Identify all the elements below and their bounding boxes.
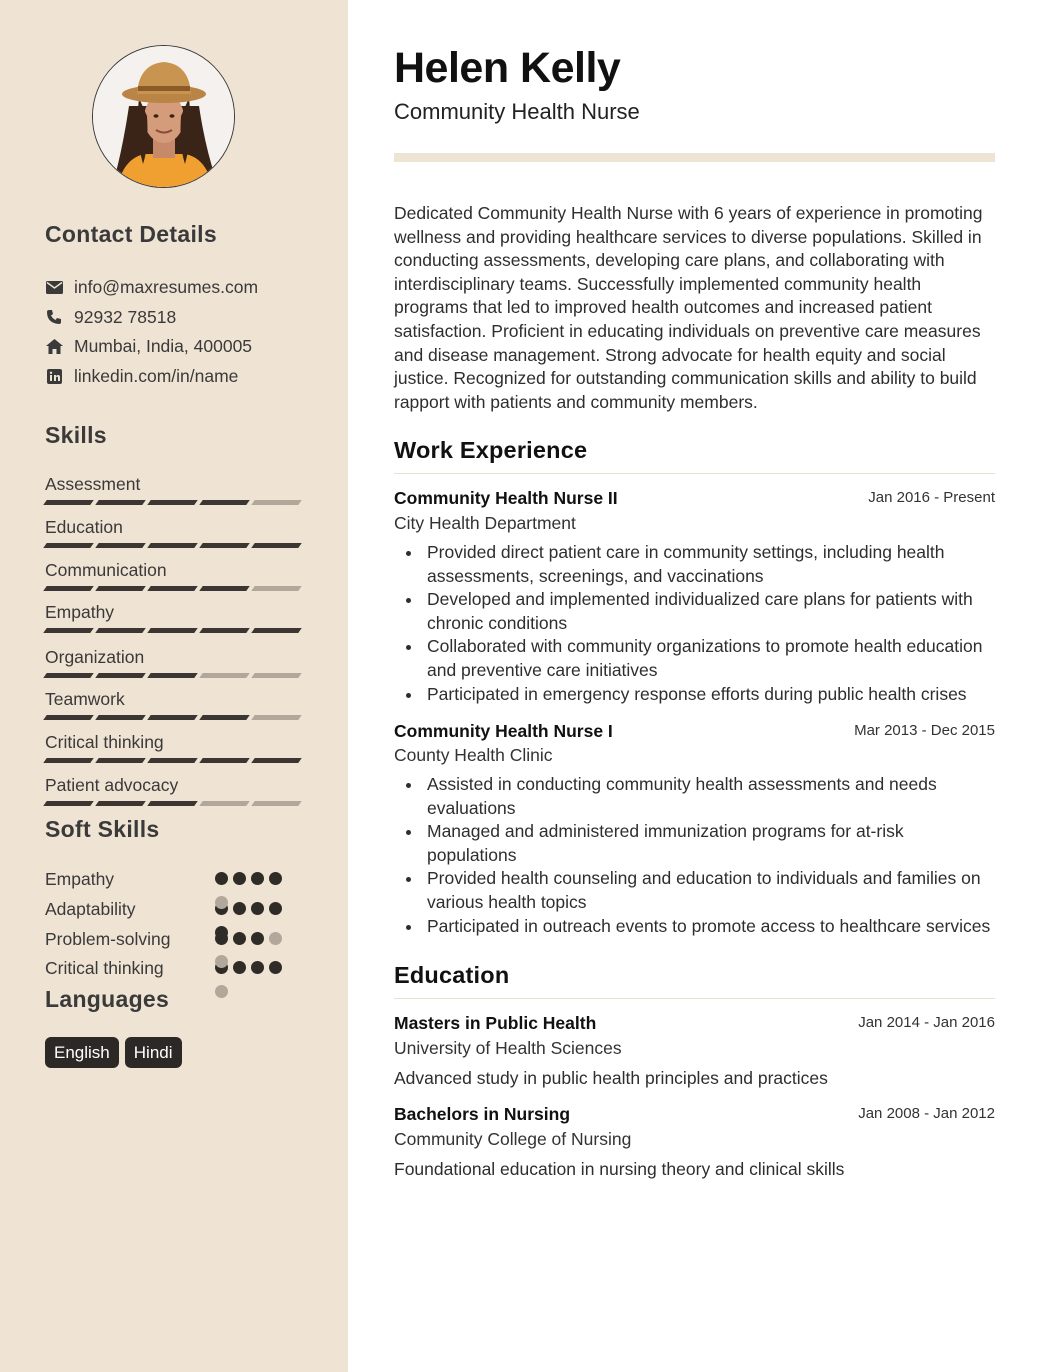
skill-level-segment <box>95 758 146 763</box>
skill-label: Patient advocacy <box>45 775 179 795</box>
skill-level-segment <box>95 628 146 633</box>
skill-level-segment <box>251 543 302 548</box>
list-item: Assisted in conducting community health assessments and needs evaluations <box>394 773 995 820</box>
skill-level-segment <box>95 543 146 548</box>
language-badge: Hindi <box>125 1037 182 1068</box>
skill-level-segment <box>251 758 302 763</box>
rating-dot <box>215 896 228 909</box>
contact-email[interactable] <box>45 276 258 298</box>
contact-heading: Contact Details <box>45 221 217 247</box>
skill-level-segment <box>199 586 250 591</box>
skill-level-segment <box>199 758 250 763</box>
job-entry-header <box>394 721 995 743</box>
skill-level-segment <box>147 715 198 720</box>
skill-level-segment <box>251 628 302 633</box>
rating-dot <box>233 961 246 974</box>
skill-level-segment <box>43 758 94 763</box>
skill-level-segment <box>147 758 198 763</box>
job-bullets <box>394 541 995 706</box>
skill-level-segment <box>251 586 302 591</box>
avatar <box>92 45 235 188</box>
rating-dot <box>215 985 228 998</box>
skill-level-segment <box>251 673 302 678</box>
skill-label: Communication <box>45 560 167 580</box>
soft-skill-item <box>45 957 303 979</box>
education-entry-header <box>394 1013 995 1035</box>
skill-level-segment <box>199 673 250 678</box>
rating-dot <box>251 872 264 885</box>
skill-item <box>45 559 303 591</box>
soft-skill-item <box>45 898 303 920</box>
rating-dot <box>233 902 246 915</box>
phone-icon <box>45 308 63 326</box>
skill-level-segment <box>43 628 94 633</box>
skill-label: Critical thinking <box>45 732 164 752</box>
skill-item <box>45 473 303 505</box>
skill-label: Education <box>45 517 123 537</box>
header-divider <box>394 153 995 162</box>
skill-level-bar <box>45 673 303 678</box>
skill-level-bar <box>45 715 303 720</box>
candidate-title: Community Health Nurse <box>394 99 640 124</box>
job-org: County Health Clinic <box>394 745 553 765</box>
skill-level-segment <box>199 801 250 806</box>
contact-address <box>45 335 252 357</box>
education-dates: Jan 2008 - Jan 2012 <box>858 1105 995 1122</box>
home-icon <box>45 337 63 355</box>
skill-level-bar <box>45 500 303 505</box>
skill-level-segment <box>43 500 94 505</box>
envelope-icon <box>45 278 63 296</box>
skill-level-segment <box>43 715 94 720</box>
portrait-image <box>93 46 235 188</box>
skill-level-segment <box>147 586 198 591</box>
skill-level-segment <box>95 586 146 591</box>
skill-item <box>45 516 303 548</box>
skill-level-segment <box>147 500 198 505</box>
contact-phone-text: 92932 78518 <box>74 306 177 327</box>
skill-level-segment <box>147 673 198 678</box>
soft-skills-heading: Soft Skills <box>45 816 160 842</box>
job-dates: Mar 2013 - Dec 2015 <box>854 722 995 739</box>
skill-item <box>45 688 303 720</box>
work-heading-rule <box>394 473 995 474</box>
soft-skill-item <box>45 868 303 890</box>
main-content <box>348 0 1040 1372</box>
soft-skill-label: Adaptability <box>45 899 136 919</box>
skill-level-segment <box>147 628 198 633</box>
skill-level-segment <box>147 801 198 806</box>
soft-skill-label: Problem-solving <box>45 929 171 949</box>
skill-label: Teamwork <box>45 689 125 709</box>
skill-level-segment <box>251 801 302 806</box>
job-role: Community Health Nurse II <box>394 488 618 508</box>
contact-linkedin-text: linkedin.com/in/name <box>74 365 239 386</box>
linkedin-icon <box>45 367 63 385</box>
skill-level-segment <box>199 500 250 505</box>
skills-heading: Skills <box>45 422 107 448</box>
contact-address-text: Mumbai, India, 400005 <box>74 335 253 356</box>
skill-item <box>45 601 303 633</box>
skill-level-bar <box>45 628 303 633</box>
rating-dot <box>215 955 228 968</box>
rating-dot <box>269 961 282 974</box>
education-desc: Foundational education in nursing theory and clinical skills <box>394 1159 845 1179</box>
skill-label: Empathy <box>45 602 115 622</box>
skill-level-segment <box>95 715 146 720</box>
summary-text: Dedicated Community Health Nurse with 6 years of experience in promoting wellness and providing healthcare services to diverse populations. Skilled in conducting assessments, developing care plans, and collaborating with interdisciplinary teams. Successfully implemented community health programs that led to improved health outcomes and increased patient satisfaction. Proficient in educating individuals on preventive care measures and disease management. Strong advocate for health equity and social justice. Recognized for outstanding communication skills and ability to build rapport with patients and community members. <box>394 203 983 412</box>
education-school: University of Health Sciences <box>394 1038 622 1058</box>
rating-dot <box>269 872 282 885</box>
education-heading: Education <box>394 962 510 988</box>
skill-level-bar <box>45 586 303 591</box>
skill-label: Organization <box>45 647 145 667</box>
list-item: Developed and implemented individualized care plans for patients with chronic conditions <box>394 588 995 635</box>
skill-level-segment <box>95 673 146 678</box>
skill-label: Assessment <box>45 474 141 494</box>
education-entry-header <box>394 1104 995 1126</box>
rating-dot <box>251 902 264 915</box>
contact-linkedin[interactable] <box>45 365 238 387</box>
rating-dot <box>251 932 264 945</box>
education-desc: Advanced study in public health principles and practices <box>394 1068 828 1088</box>
rating-dot <box>233 932 246 945</box>
job-entry-header <box>394 488 995 510</box>
skill-level-segment <box>43 801 94 806</box>
rating-dot <box>269 902 282 915</box>
skill-level-segment <box>199 628 250 633</box>
skill-level-segment <box>43 586 94 591</box>
rating-dot <box>269 932 282 945</box>
education-heading-rule <box>394 998 995 999</box>
skill-level-segment <box>147 543 198 548</box>
job-role: Community Health Nurse I <box>394 721 613 741</box>
language-badge: English <box>45 1037 119 1068</box>
work-heading: Work Experience <box>394 437 588 463</box>
skill-level-segment <box>95 801 146 806</box>
list-item: Provided health counseling and education to individuals and families on various health topics <box>394 867 995 914</box>
education-dates: Jan 2014 - Jan 2016 <box>858 1014 995 1031</box>
contact-phone[interactable] <box>45 306 176 328</box>
skill-level-segment <box>95 500 146 505</box>
skill-level-segment <box>251 715 302 720</box>
sidebar <box>0 0 348 1372</box>
list-item: Participated in outreach events to promote access to healthcare services <box>394 915 995 939</box>
skill-level-segment <box>251 500 302 505</box>
soft-skill-rating <box>215 872 282 885</box>
rating-dot <box>233 872 246 885</box>
education-degree: Masters in Public Health <box>394 1013 597 1033</box>
languages-heading: Languages <box>45 986 170 1012</box>
soft-skill-label: Empathy <box>45 869 115 889</box>
job-dates: Jan 2016 - Present <box>868 489 995 506</box>
skill-level-segment <box>43 543 94 548</box>
contact-email-text: info@maxresumes.com <box>74 276 259 297</box>
skill-level-segment <box>199 715 250 720</box>
job-org: City Health Department <box>394 513 576 533</box>
job-bullets <box>394 773 995 938</box>
rating-dot <box>215 872 228 885</box>
list-item: Provided direct patient care in community settings, including health assessments, screenings, and vaccinations <box>394 541 995 588</box>
soft-skill-item <box>45 928 303 950</box>
skill-level-segment <box>43 673 94 678</box>
education-degree: Bachelors in Nursing <box>394 1104 571 1124</box>
skill-item <box>45 646 303 678</box>
skill-level-segment <box>199 543 250 548</box>
skill-level-bar <box>45 543 303 548</box>
skill-item <box>45 774 303 806</box>
skill-item <box>45 731 303 763</box>
list-item: Managed and administered immunization programs for at-risk populations <box>394 820 995 867</box>
rating-dot <box>251 961 264 974</box>
list-item: Collaborated with community organizations to promote health education and preventive care initiatives <box>394 635 995 682</box>
rating-dot <box>215 926 228 939</box>
languages-list <box>45 1037 182 1068</box>
candidate-name: Helen Kelly <box>394 44 621 92</box>
skill-level-bar <box>45 758 303 763</box>
skill-level-bar <box>45 801 303 806</box>
education-school: Community College of Nursing <box>394 1129 632 1149</box>
list-item: Participated in emergency response efforts during public health crises <box>394 683 995 707</box>
soft-skill-label: Critical thinking <box>45 958 164 978</box>
